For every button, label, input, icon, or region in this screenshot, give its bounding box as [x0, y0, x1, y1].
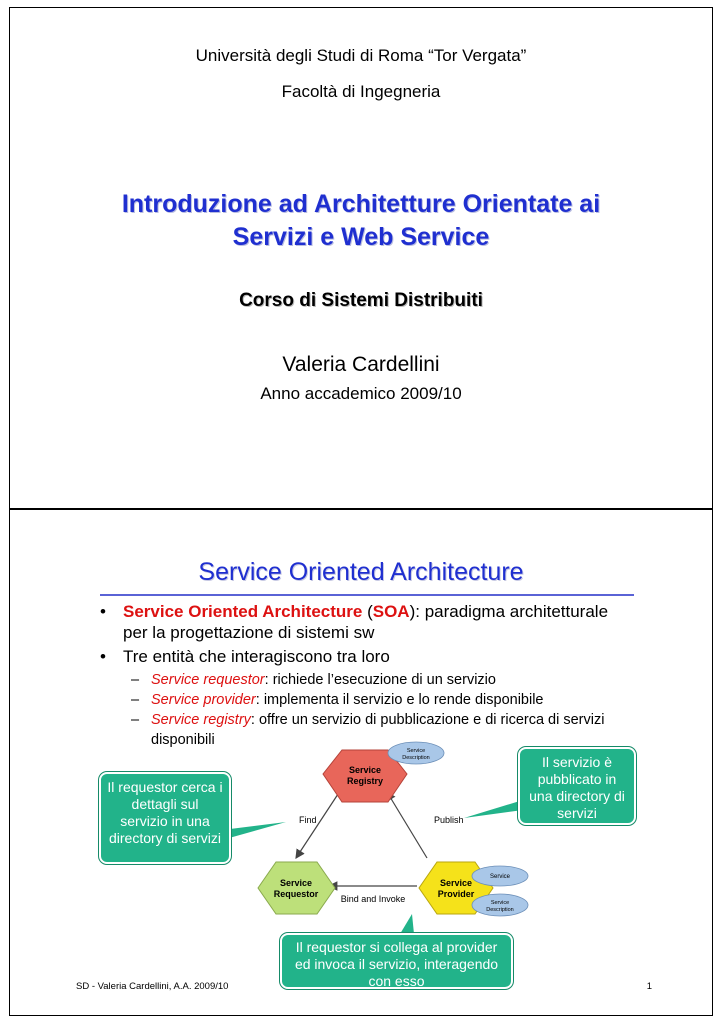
sub-bullet-dash: –	[131, 672, 140, 688]
bullet-dot: •	[100, 647, 106, 666]
registry-desc-line1: Service	[406, 748, 426, 754]
sub-bullet-text: : implementa il servizio e lo rende disponibile	[255, 692, 544, 708]
slide-title	[10, 188, 712, 254]
registry-label-line2: Registry	[346, 776, 384, 786]
bullet-dot: •	[100, 602, 106, 621]
title-line-1: Introduzione ad Architetture Orientate ai	[121, 190, 601, 218]
title-slide	[9, 7, 713, 509]
footer-credit: SD - Valeria Cardellini, A.A. 2009/10	[76, 981, 229, 992]
registry-label-line1: Service	[348, 765, 382, 775]
provider-label-line2: Provider	[437, 889, 475, 899]
registry-desc-line2: Description	[402, 755, 430, 761]
title-line-2: Servizi e Web Service	[232, 223, 490, 251]
left-callout-pointer	[222, 822, 286, 840]
faculty-name: Facoltà di Ingegneria	[281, 82, 441, 101]
academic-year: Anno accademico 2009/10	[260, 384, 462, 403]
slide-title: Service Oriented Architecture	[198, 558, 524, 586]
soa-slide	[9, 509, 713, 1016]
provider-label-line1: Service	[439, 878, 473, 888]
service-label: Service	[489, 874, 511, 880]
sub-bullet-dash: –	[131, 712, 140, 728]
page-number: 1	[646, 981, 652, 992]
course-name: Corso di Sistemi Distribuiti	[239, 290, 483, 311]
term-registry: Service registry	[151, 712, 251, 728]
bullet-text: Tre entità che interagiscono tra loro	[123, 647, 390, 666]
sub-bullet-text: : offre un servizio di pubblicazione e di ricerca di servizi disponibili	[151, 712, 605, 748]
find-label: Find	[299, 815, 317, 825]
author-name: Valeria Cardellini	[282, 353, 440, 376]
university-name: Università degli Studi di Roma “Tor Vergata”	[195, 46, 527, 65]
callout-requestor-search: Il requestor cerca i dettagli sul servizio in una directory di servizi	[99, 772, 231, 864]
bind-label: Bind and Invoke	[340, 894, 406, 904]
bottom-callout-pointer	[400, 914, 414, 934]
bullet-text: ): paradigma architetturale per la progettazione di sistemi sw	[123, 602, 609, 642]
sub-bullet-dash: –	[131, 692, 140, 708]
term-provider: Service provider	[151, 692, 256, 708]
right-callout-pointer	[464, 800, 523, 818]
term-requestor: Service requestor	[151, 672, 265, 688]
publish-label: Publish	[434, 815, 464, 825]
provider-desc-line1: Service	[490, 900, 510, 906]
requestor-label-line1: Service	[279, 878, 313, 888]
callout-service-published: Il servizio è pubblicato in una directory di servizi	[518, 747, 636, 825]
paren-open: (	[362, 602, 373, 621]
callout-bind-invoke: Il requestor si collega al provider ed invoca il servizio, interagendo con esso	[280, 933, 513, 989]
provider-desc-line2: Description	[486, 907, 514, 913]
term-soa: Service Oriented Architecture	[123, 602, 363, 621]
sub-bullet-text: : richiede l’esecuzione di un servizio	[264, 672, 496, 688]
abbr-soa: SOA	[372, 602, 410, 621]
requestor-label-line2: Requestor	[273, 889, 319, 899]
